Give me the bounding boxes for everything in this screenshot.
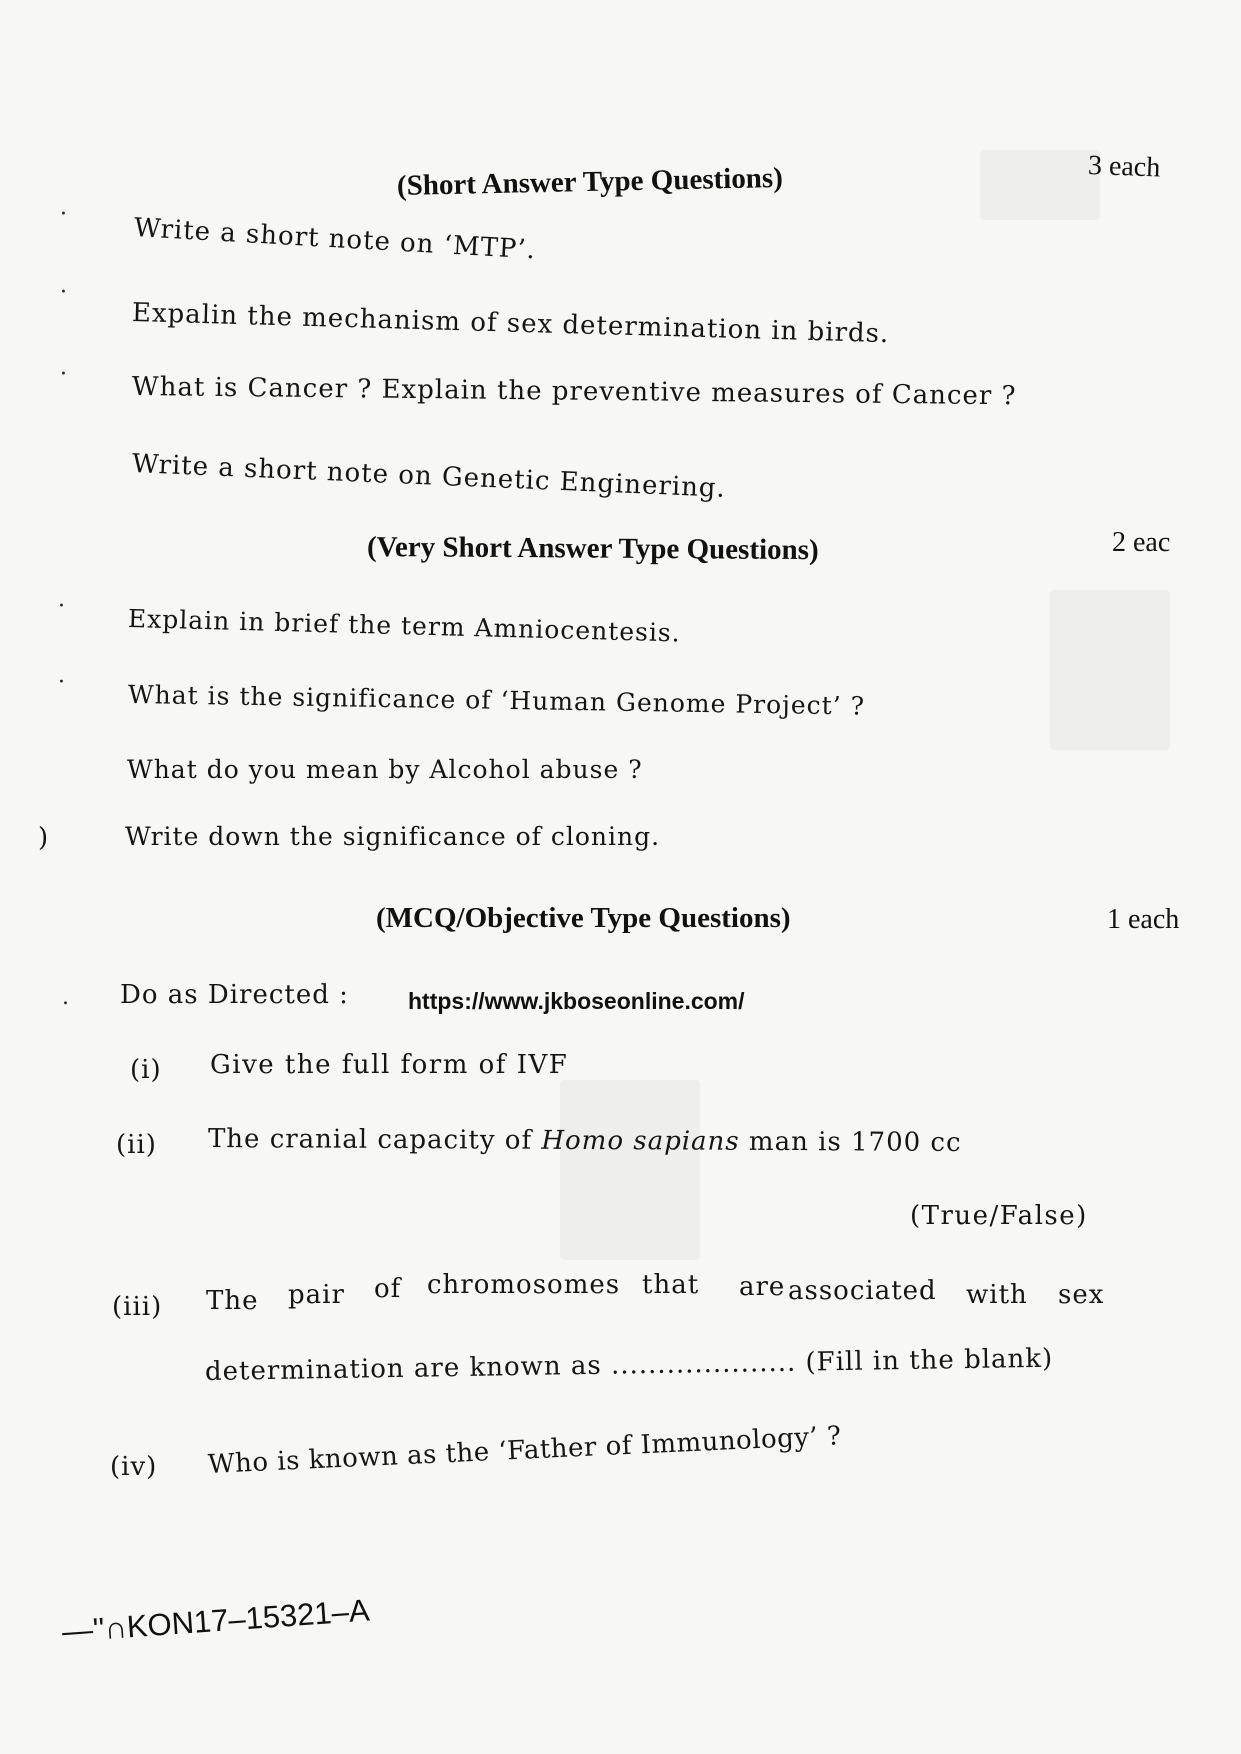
bullet-dot: . xyxy=(62,985,69,1010)
mcq-item-number: (iii) xyxy=(112,1292,163,1322)
species-name: Homo sapians xyxy=(541,1125,740,1157)
mcq-item-2-text-end: man is 1700 cc xyxy=(739,1126,962,1158)
marks-short-answer: 3 each xyxy=(1087,150,1161,184)
word: chromosomes xyxy=(427,1270,621,1300)
mcq-item-3-line-2: determination are known as .................... (Fill in the blank) xyxy=(204,1343,1054,1387)
marks-very-short-answer: 2 eac xyxy=(1112,527,1171,558)
marks-mcq: 1 each xyxy=(1107,904,1180,935)
bullet-dot: · xyxy=(60,280,67,305)
mcq-item-number: (iv) xyxy=(110,1452,158,1482)
very-short-question-3: What do you mean by Alcohol abuse ? xyxy=(127,755,643,784)
mcq-directive: Do as Directed : xyxy=(120,980,349,1010)
section-title-very-short-answer: (Very Short Answer Type Questions) xyxy=(366,531,819,567)
stray-bracket: ) xyxy=(38,823,50,853)
mcq-item-number: (i) xyxy=(130,1055,162,1085)
bleed-through-block xyxy=(1050,590,1170,750)
short-question-4: Write a short note on Genetic Enginering. xyxy=(131,449,727,504)
section-title-mcq: (MCQ/Objective Type Questions) xyxy=(376,902,791,934)
short-question-3: What is Cancer ? Explain the preventive measures of Cancer ? xyxy=(131,372,1017,412)
word: that xyxy=(642,1270,700,1300)
word: of xyxy=(374,1274,402,1304)
mcq-item-2-text-start: The cranial capacity of xyxy=(207,1124,542,1156)
bullet-dot: · xyxy=(60,202,67,227)
very-short-question-4: Write down the significance of cloning. xyxy=(125,822,661,851)
paper-code: —''∩KON17–15321–A xyxy=(60,1592,371,1649)
bullet-dot: · xyxy=(60,362,67,387)
word: with xyxy=(966,1280,1028,1310)
bullet-dot: · xyxy=(58,594,65,619)
word: sex xyxy=(1058,1280,1105,1310)
bleed-through-block xyxy=(560,1080,700,1260)
very-short-question-2: What is the significance of ‘Human Genome Project’ ? xyxy=(127,680,866,721)
mcq-item-number: (ii) xyxy=(116,1130,157,1160)
short-question-2: Expalin the mechanism of sex determination in birds. xyxy=(131,298,890,350)
word: pair xyxy=(288,1280,345,1310)
bleed-through-block xyxy=(980,150,1100,220)
mcq-item-1-text: Give the full form of IVF xyxy=(210,1050,569,1080)
very-short-question-1: Explain in brief the term Amniocentesis. xyxy=(127,604,682,648)
section-title-short-answer: (Short Answer Type Questions) xyxy=(396,161,784,202)
word: associated xyxy=(788,1276,937,1306)
bullet-dot: · xyxy=(58,670,65,695)
true-false-note: (True/False) xyxy=(910,1201,1088,1231)
word: The xyxy=(206,1286,259,1316)
mcq-item-3-line-1 xyxy=(206,1270,1105,1320)
mcq-item-2-text xyxy=(208,1124,962,1158)
source-url[interactable]: https://www.jkboseonline.com/ xyxy=(408,988,745,1014)
word: are xyxy=(739,1272,786,1302)
mcq-item-4-text: Who is known as the ‘Father of Immunology’ ? xyxy=(207,1421,843,1480)
short-question-1: Write a short note on ‘MTP’. xyxy=(133,213,537,266)
